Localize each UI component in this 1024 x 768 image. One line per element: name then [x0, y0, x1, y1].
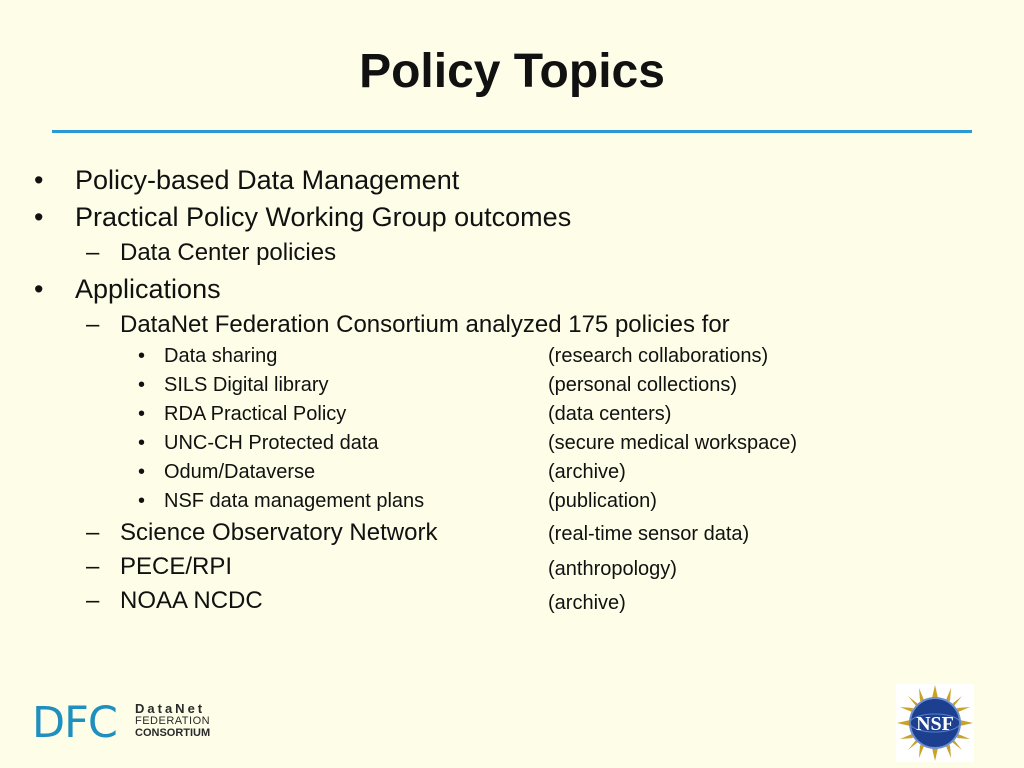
policy-note: (archive): [548, 461, 626, 483]
sub-item: Science Observatory Network: [120, 519, 438, 546]
nsf-logo: [896, 684, 974, 762]
sub-item: Data Center policies: [120, 239, 337, 266]
policy-note: (secure medical workspace): [548, 432, 797, 454]
bullet-marker: •: [138, 432, 146, 454]
dfc-logo-letters: DFC: [32, 698, 117, 748]
policy-note: (publication): [548, 490, 657, 512]
dash-marker: –: [86, 519, 100, 546]
bullet-marker: •: [34, 274, 44, 304]
bullet-marker: •: [138, 345, 146, 367]
title-divider: [52, 130, 972, 133]
policy-item: RDA Practical Policy: [164, 403, 347, 425]
bullet-marker: •: [138, 461, 146, 483]
sub-item-note: (anthropology): [548, 558, 677, 580]
bullet-item: Applications: [75, 274, 221, 304]
dash-marker: –: [86, 587, 100, 614]
policy-item: SILS Digital library: [164, 374, 329, 396]
bullet-marker: •: [34, 202, 44, 232]
bullet-marker: •: [138, 490, 146, 512]
policy-item: Data sharing: [164, 345, 278, 367]
sub-item: NOAA NCDC: [120, 587, 263, 614]
dash-marker: –: [86, 311, 100, 338]
dash-marker: –: [86, 239, 100, 266]
bullet-marker: •: [138, 403, 146, 425]
dfc-logo-subtitle: DataNet FEDERATION CONSORTIUM: [135, 701, 211, 739]
policy-note: (research collaborations): [548, 345, 769, 367]
policy-note: (data centers): [548, 403, 672, 425]
nsf-logo-text: NSF: [916, 713, 954, 735]
sub-item: PECE/RPI: [120, 553, 233, 580]
dash-marker: –: [86, 553, 100, 580]
policy-item: Odum/Dataverse: [164, 461, 316, 483]
dfc-logo: [32, 700, 212, 746]
bullet-marker: •: [34, 165, 44, 195]
sub-item-note: (real-time sensor data): [548, 523, 750, 545]
policy-item: UNC-CH Protected data: [164, 432, 379, 454]
bullet-item: Practical Policy Working Group outcomes: [75, 202, 572, 232]
slide-title: Policy Topics: [359, 45, 665, 98]
bullet-item: Policy-based Data Management: [75, 165, 460, 195]
policy-item: NSF data management plans: [164, 490, 425, 512]
bullet-marker: •: [138, 374, 146, 396]
policy-note: (personal collections): [548, 374, 737, 396]
sub-item-note: (archive): [548, 592, 626, 614]
sub-item: DataNet Federation Consortium analyzed 175 policies for: [120, 311, 730, 338]
